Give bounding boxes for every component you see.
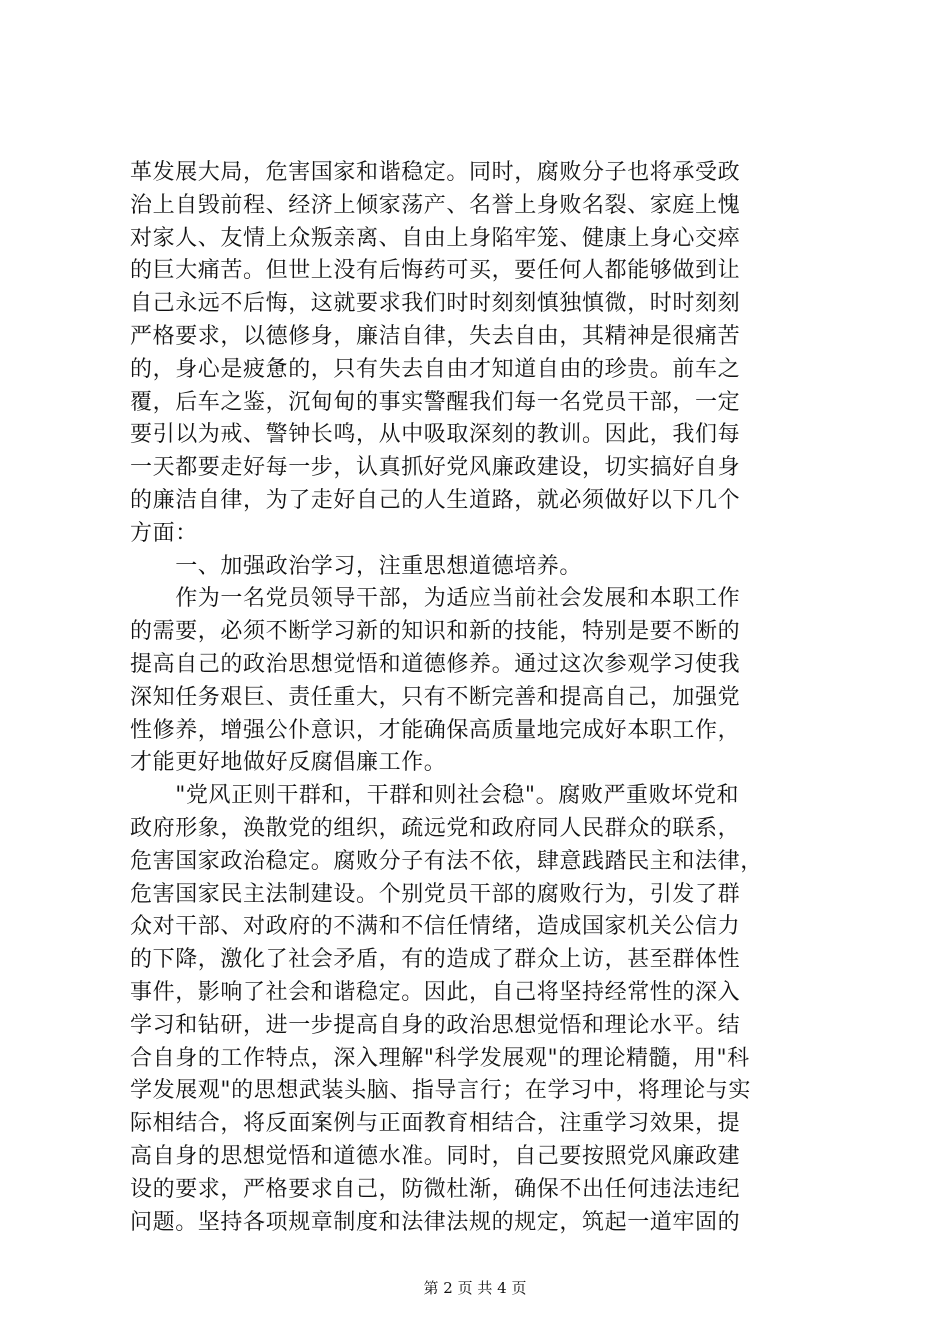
text-line: 众对干部、对政府的不满和不信任情绪，造成国家机关公信力 — [130, 914, 741, 940]
text-line: 设的要求，严格要求自己，防微杜渐，确保不出任何违法违纪 — [130, 1176, 741, 1202]
text-line: 严格要求，以德修身，廉洁自律，失去自由，其精神是很痛苦 — [130, 323, 741, 349]
text-line: 际相结合，将反面案例与正面教育相结合，注重学习效果，提 — [130, 1111, 741, 1137]
text-line: 问题。坚持各项规章制度和法律法规的规定，筑起一道牢固的 — [130, 1209, 741, 1235]
text-line: 学发展观"的思想武装头脑、指导言行；在学习中，将理论与实 — [130, 1078, 751, 1104]
text-line: 革发展大局，危害国家和谐稳定。同时，腐败分子也将承受政 — [130, 160, 741, 185]
text-line: 政府形象，涣散党的组织，疏远党和政府同人民群众的联系， — [130, 815, 741, 841]
text-line: 覆，后车之鉴，沉甸甸的事实警醒我们每一名党员干部，一定 — [130, 389, 741, 415]
text-line: 的巨大痛苦。但世上没有后悔药可买，要任何人都能够做到让 — [130, 258, 741, 284]
section-heading: 一、加强政治学习，注重思想道德培养。 — [130, 553, 583, 579]
text-line: 事件，影响了社会和谐稳定。因此，自己将坚持经常性的深入 — [130, 979, 741, 1005]
text-line: 一天都要走好每一步，认真抓好党风廉政建设，切实搞好自身 — [130, 455, 741, 481]
text-line: 的下降，激化了社会矛盾，有的造成了群众上访，甚至群体性 — [130, 947, 741, 973]
text-line: 的需要，必须不断学习新的知识和新的技能，特别是要不断的 — [130, 619, 741, 645]
text-line: 提高自己的政治思想觉悟和道德修养。通过这次参观学习使我 — [130, 651, 741, 677]
text-line: 深知任务艰巨、责任重大，只有不断完善和提高自己，加强党 — [130, 684, 741, 710]
text-line: 高自身的思想觉悟和道德水准。同时，自己要按照党风廉政建 — [130, 1143, 741, 1169]
text-line: 合自身的工作特点，深入理解"科学发展观"的理论精髓，用"科 — [130, 1045, 750, 1071]
text-line: 性修养，增强公仆意识，才能确保高质量地完成好本职工作， — [130, 717, 741, 743]
text-line: 危害国家政治稳定。腐败分子有法不依，肆意践踏民主和法律， — [130, 848, 763, 874]
text-line: 治上自毁前程、经济上倾家荡产、名誉上身败名裂、家庭上愧 — [130, 192, 741, 218]
text-line: 危害国家民主法制建设。个别党员干部的腐败行为，引发了群 — [130, 881, 741, 907]
page-footer — [0, 1278, 950, 1298]
text-line: 方面： — [130, 520, 198, 546]
document-body — [130, 157, 830, 1239]
text-line: "党风正则干群和，干群和则社会稳"。腐败严重败坏党和 — [130, 783, 740, 809]
page-number-label: 第 2 页 共 4 页 — [423, 1279, 527, 1297]
text-line: 才能更好地做好反腐倡廉工作。 — [130, 750, 447, 776]
text-line: 的廉洁自律，为了走好自己的人生道路，就必须做好以下几个 — [130, 487, 741, 513]
text-line: 要引以为戒、警钟长鸣，从中吸取深刻的教训。因此，我们每 — [130, 422, 741, 448]
text-line: 作为一名党员领导干部，为适应当前社会发展和本职工作 — [130, 586, 741, 612]
text-line: 的，身心是疲惫的，只有失去自由才知道自由的珍贵。前车之 — [130, 356, 741, 382]
text-line: 自己永远不后悔，这就要求我们时时刻刻慎独慎微，时时刻刻 — [130, 291, 741, 317]
text-line: 对家人、友情上众叛亲离、自由上身陷牢笼、健康上身心交瘁 — [130, 225, 741, 251]
text-line: 学习和钻研，进一步提高自身的政治思想觉悟和理论水平。结 — [130, 1012, 741, 1038]
